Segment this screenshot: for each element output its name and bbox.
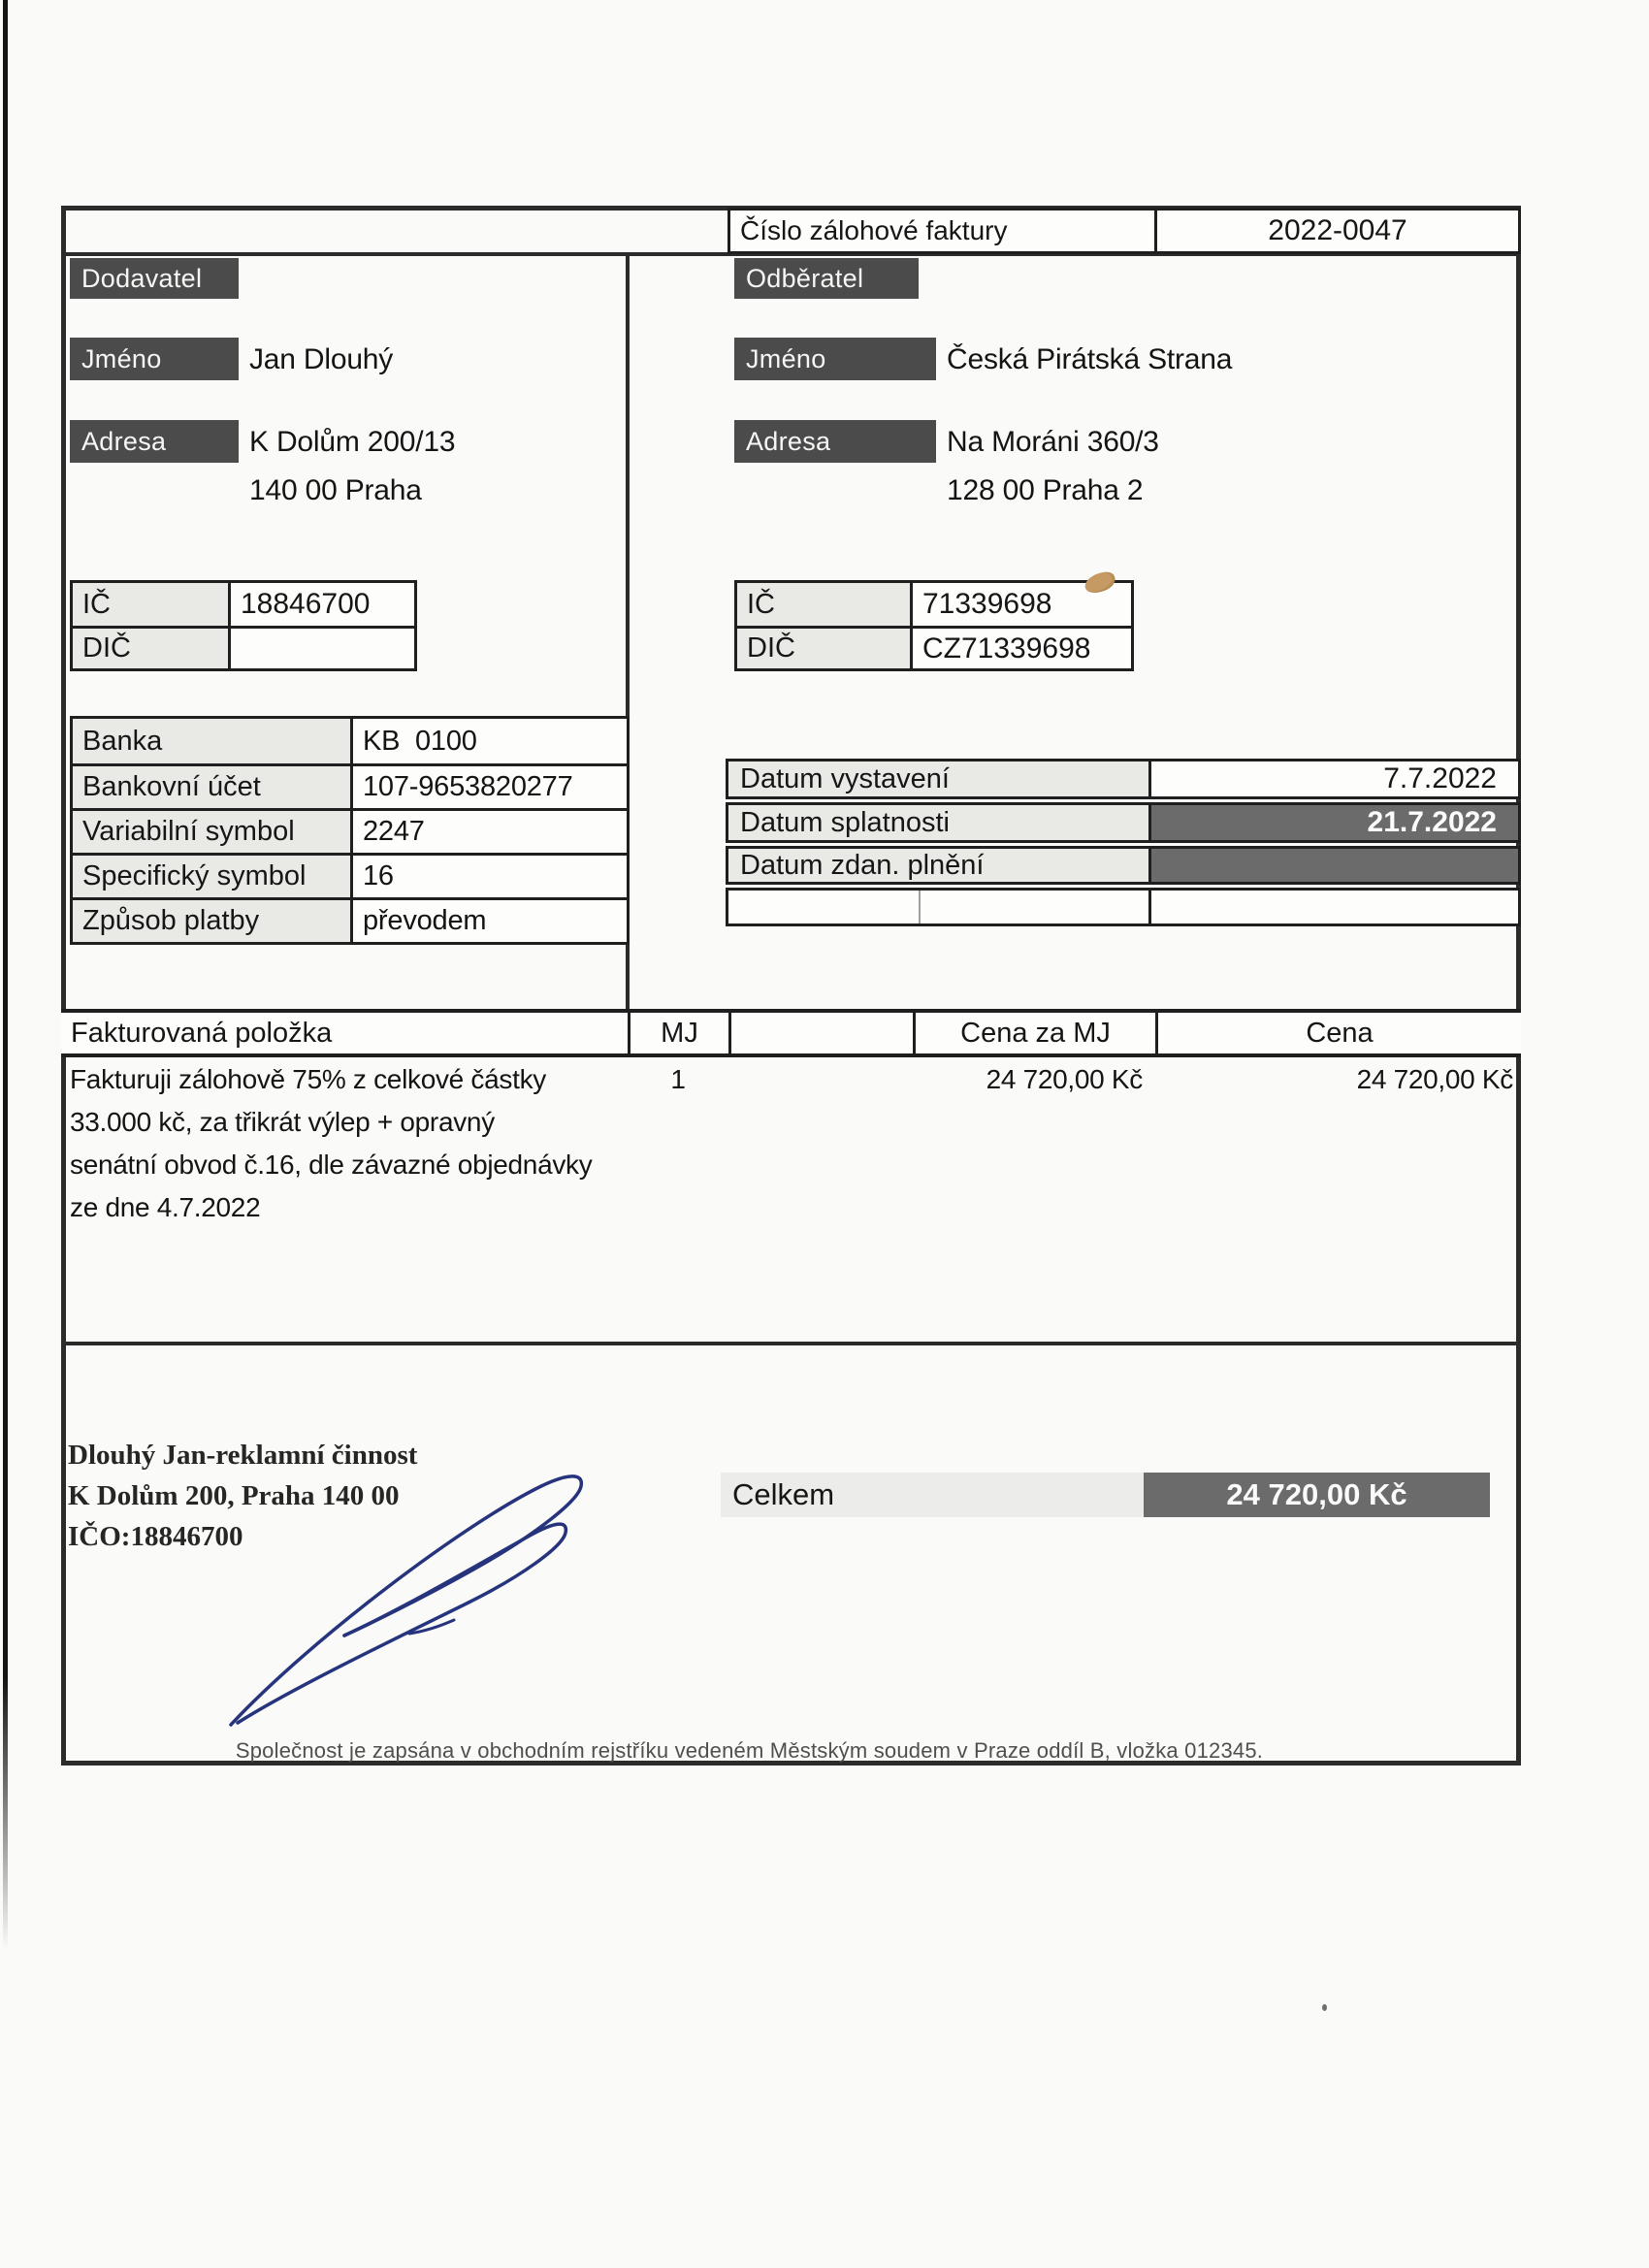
date-taxable-value [1151, 849, 1518, 882]
items-header-item: Fakturovaná položka [71, 1017, 333, 1049]
supplier-address-line1: K Dolům 200/13 [249, 426, 456, 458]
scan-dot [1322, 2004, 1327, 2011]
supplier-ic-label: IČ [73, 583, 228, 626]
item-description-line2: 33.000 kč, za třikrát výlep + opravný [70, 1107, 495, 1137]
footer-note: Společnost je zapsána v obchodním rejstříku vedeném Městským soudem v Praze oddíl B, vložka 012345. [235, 1738, 1264, 1763]
bank-value: KB 0100 [350, 719, 627, 763]
item-unit-value: 1 [670, 1064, 686, 1094]
bank-account-label: Bankovní účet [73, 766, 350, 808]
date-issued-value: 7.7.2022 [1383, 762, 1497, 794]
items-header-blank [728, 1013, 913, 1053]
customer-dic-value: CZ71339698 [910, 629, 1131, 668]
customer-address-line2: 128 00 Praha 2 [947, 474, 1144, 506]
item-description-line1: Fakturuji zálohově 75% z celkové částky [70, 1064, 546, 1094]
specific-symbol-value: 16 [350, 856, 627, 897]
item-price-per-unit-value: 24 720,00 Kč [986, 1064, 1143, 1094]
date-issued-row [726, 759, 1521, 799]
item-description-line3: senátní obvod č.16, dle závazné objednávky [70, 1150, 593, 1180]
customer-dic-label: DIČ [737, 629, 910, 668]
customer-section-label: Odběratel [734, 258, 919, 299]
item-description-line4: ze dne 4.7.2022 [70, 1192, 261, 1222]
table-row [73, 719, 627, 763]
customer-name-label: Jméno [734, 338, 936, 380]
items-area-bottom-line [61, 1342, 1521, 1345]
payment-table [70, 716, 630, 945]
table-row [73, 763, 627, 808]
dates-empty-row [726, 888, 1521, 926]
total-label: Celkem [721, 1473, 1144, 1517]
supplier-ic-value: 18846700 [228, 583, 414, 626]
item-price-value: 24 720,00 Kč [1356, 1064, 1513, 1094]
scan-edge-line [3, 0, 8, 1950]
empty-cell [921, 891, 1151, 923]
stamp-line3: IČO:18846700 [68, 1521, 243, 1552]
total-value: 24 720,00 Kč [1144, 1473, 1490, 1517]
date-due-value: 21.7.2022 [1151, 805, 1518, 840]
items-header-price: Cena [1155, 1013, 1521, 1053]
payment-method-label: Způsob platby [73, 900, 350, 942]
supplier-dic-label: DIČ [73, 629, 228, 668]
items-header-price-per-unit: Cena za MJ [913, 1013, 1155, 1053]
items-header-unit: MJ [628, 1013, 728, 1053]
empty-cell [1151, 891, 1518, 923]
supplier-name-label: Jméno [70, 338, 239, 380]
date-due-label: Datum splatnosti [728, 805, 1151, 840]
table-row [73, 626, 414, 668]
invoice-number-box [728, 208, 1521, 254]
invoice-number-value [1154, 211, 1518, 251]
table-row [73, 583, 414, 626]
items-table-header [61, 1009, 1521, 1057]
table-row [73, 853, 627, 897]
table-row [73, 897, 627, 942]
invoice-number-label-text: Číslo zálohové faktury [740, 215, 1008, 245]
invoice-number-label [730, 211, 1154, 251]
table-row [737, 583, 1131, 626]
empty-cell [728, 891, 921, 923]
date-due-row [726, 802, 1521, 843]
customer-address-label: Adresa [734, 420, 936, 463]
customer-ic-value: 71339698 [910, 583, 1131, 626]
customer-name: Česká Pirátská Strana [947, 343, 1233, 375]
customer-ic-label: IČ [737, 583, 910, 626]
supplier-dic-value [228, 629, 414, 668]
variable-symbol-value: 2247 [350, 811, 627, 853]
supplier-name: Jan Dlouhý [249, 343, 394, 375]
customer-address-line1: Na Moráni 360/3 [947, 426, 1159, 458]
customer-ic-dic-table [734, 580, 1134, 671]
stamp-line2: K Dolům 200, Praha 140 00 [68, 1480, 400, 1511]
bank-label: Banka [73, 719, 350, 763]
table-row [73, 808, 627, 853]
variable-symbol-label: Variabilní symbol [73, 811, 350, 853]
payment-method-value: převodem [350, 900, 627, 942]
supplier-address-label: Adresa [70, 420, 239, 463]
invoice-number-text: 2022-0047 [1268, 214, 1407, 246]
specific-symbol-label: Specifický symbol [73, 856, 350, 897]
supplier-section-label: Dodavatel [70, 258, 239, 299]
supplier-ic-dic-table [70, 580, 417, 671]
date-taxable-row [726, 846, 1521, 885]
bank-account-value: 107-9653820277 [350, 766, 627, 808]
supplier-address-line2: 140 00 Praha [249, 474, 422, 506]
date-taxable-label: Datum zdan. plnění [728, 849, 1151, 882]
table-row [737, 626, 1131, 668]
date-issued-label: Datum vystavení [728, 761, 1151, 796]
stamp-line1: Dlouhý Jan-reklamní činnost [68, 1440, 418, 1471]
signature [146, 1453, 601, 1734]
